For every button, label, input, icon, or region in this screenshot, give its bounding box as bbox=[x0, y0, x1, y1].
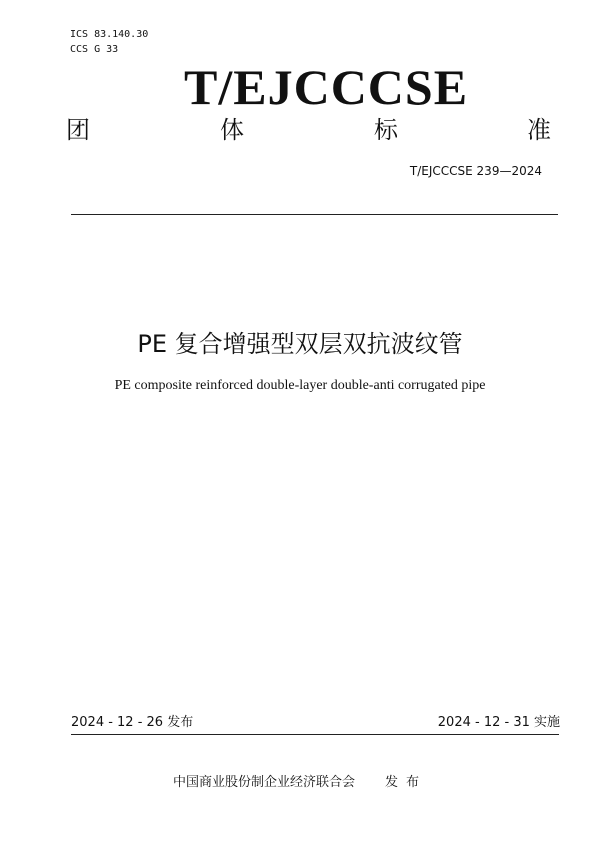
title-english: PE composite reinforced double-layer double-anti corrugated pipe bbox=[114, 378, 486, 393]
publisher-action: 发布 bbox=[385, 775, 428, 790]
publisher-name: 中国商业股份制企业经济联合会 bbox=[172, 775, 355, 790]
publisher-line bbox=[0, 775, 600, 791]
implementation-date: 2024 - 12 - 31 实施 bbox=[437, 715, 560, 730]
ics-classification bbox=[70, 29, 148, 41]
ccs-label: CCS bbox=[70, 44, 89, 55]
ics-code: 83.140.30 bbox=[94, 29, 149, 40]
standard-type-char-1: 团 bbox=[66, 116, 90, 144]
ccs-classification bbox=[70, 44, 118, 56]
bottom-divider bbox=[71, 734, 559, 735]
standard-type-char-3: 标 bbox=[374, 116, 398, 144]
issue-date: 2024 - 12 - 26 发布 bbox=[71, 715, 194, 730]
standard-type-char-4: 准 bbox=[527, 116, 551, 144]
top-divider bbox=[71, 214, 558, 215]
ics-label: ICS bbox=[70, 29, 89, 40]
ccs-code: G 33 bbox=[94, 44, 119, 55]
standard-type-char-2: 体 bbox=[220, 116, 244, 144]
title-chinese: PE 复合增强型双层双抗波纹管 bbox=[137, 330, 463, 358]
standard-number: T/EJCCCSE 239—2024 bbox=[409, 164, 542, 178]
organization-code: T/EJCCCSE bbox=[184, 59, 469, 115]
